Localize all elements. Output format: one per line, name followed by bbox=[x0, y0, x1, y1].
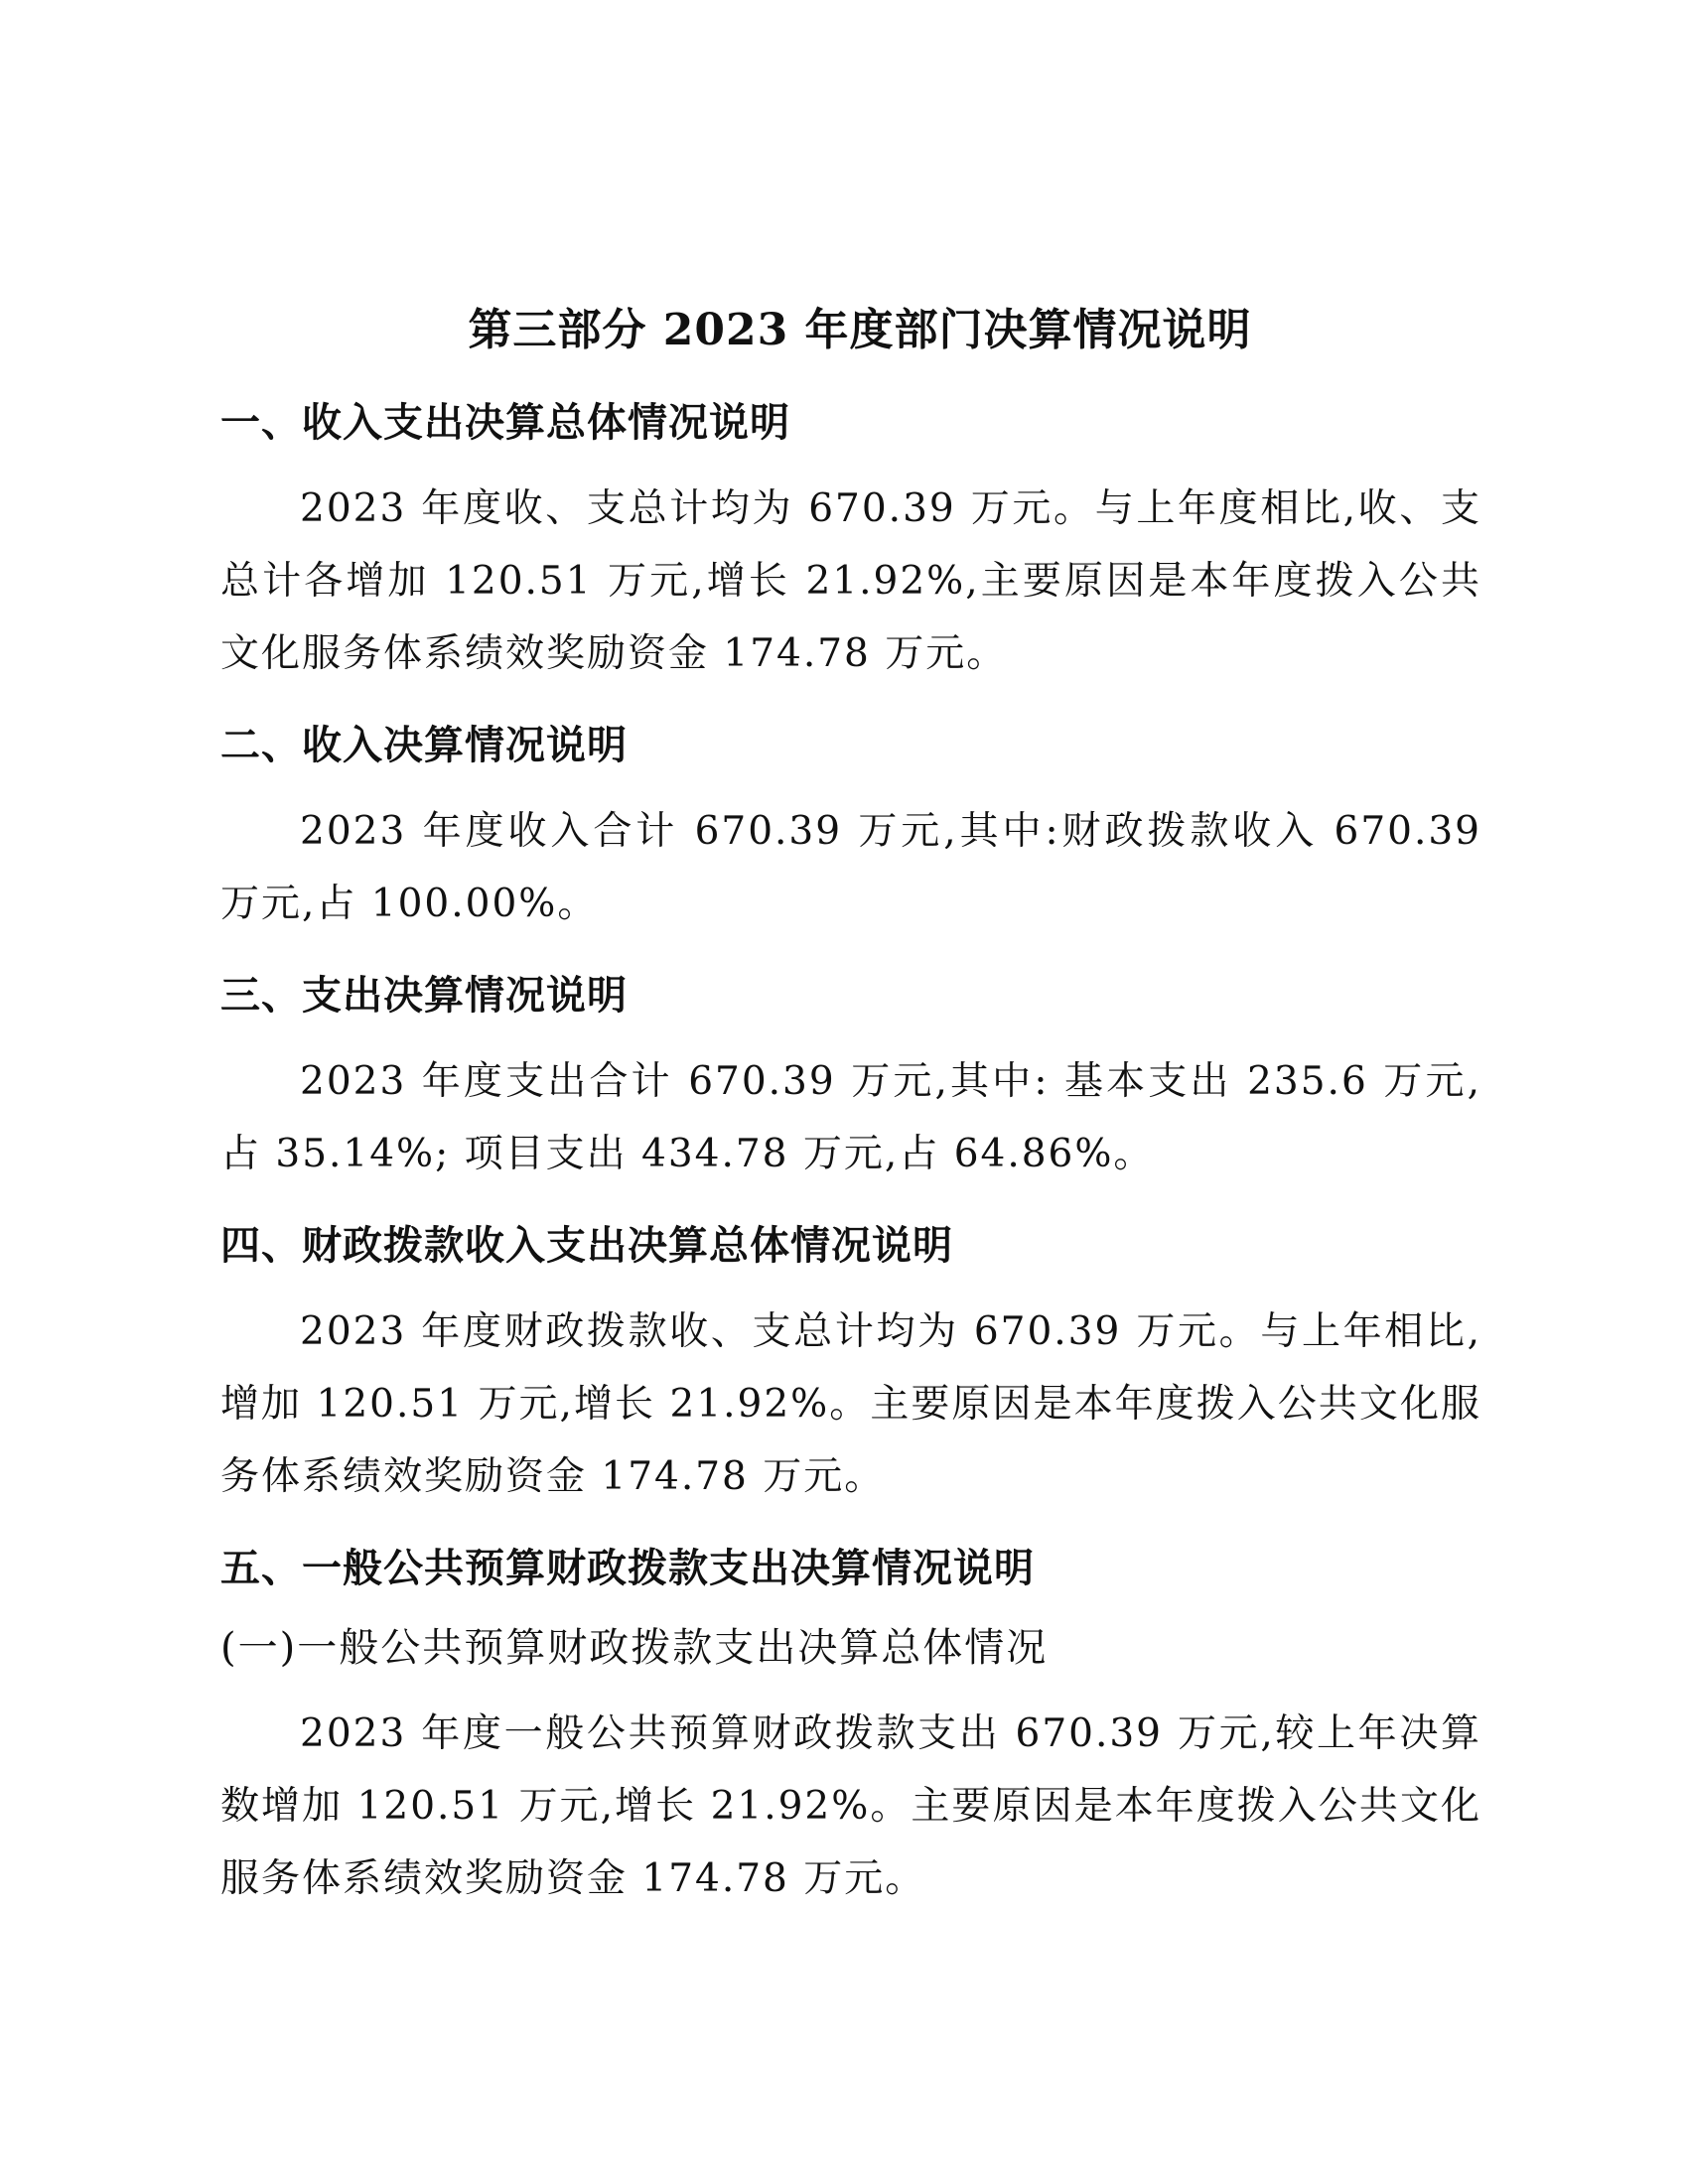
document-title: 第三部分 2023 年度部门决算情况说明 bbox=[468, 305, 1252, 355]
section-paragraph: 2023 年度财政拨款收、支总计均为 670.39 万元。与上年相比,增加 120.51 万元,增长 21.92%。主要原因是本年度拨入公共文化服务体系绩效奖励资金 174.78 万元。 bbox=[220, 1309, 1481, 1499]
document-page bbox=[220, 298, 1481, 1941]
section-paragraph: 2023 年度一般公共预算财政拨款支出 670.39 万元,较上年决算数增加 120.51 万元,增长 21.92%。主要原因是本年度拨入公共文化服务体系绩效奖励资金 174.78 万元。 bbox=[220, 1711, 1481, 1901]
section-2 bbox=[220, 716, 1481, 940]
section-5 bbox=[220, 1539, 1481, 1915]
section-heading: 一、收入支出决算总体情况说明 bbox=[220, 400, 790, 446]
section-1 bbox=[220, 393, 1481, 690]
section-paragraph: 2023 年度支出合计 670.39 万元,其中: 基本支出 235.6 万元,占 35.14%; 项目支出 434.78 万元,占 64.86%。 bbox=[220, 1059, 1481, 1176]
section-paragraph: 2023 年度收、支总计均为 670.39 万元。与上年度相比,收、支总计各增加 120.51 万元,增长 21.92%,主要原因是本年度拨入公共文化服务体系绩效奖励资金 174.78 万元。 bbox=[220, 486, 1481, 676]
section-heading: 二、收入决算情况说明 bbox=[220, 723, 628, 768]
section-4 bbox=[220, 1216, 1481, 1513]
section-3 bbox=[220, 966, 1481, 1190]
section-subheading: (一)一般公共预算财政拨款支出决算总体情况 bbox=[220, 1625, 1049, 1671]
section-paragraph: 2023 年度收入合计 670.39 万元,其中:财政拨款收入 670.39 万元,占 100.00%。 bbox=[220, 809, 1481, 926]
section-heading: 五、一般公共预算财政拨款支出决算情况说明 bbox=[220, 1546, 1035, 1591]
section-heading: 四、财政拨款收入支出决算总体情况说明 bbox=[220, 1223, 953, 1269]
section-heading: 三、支出决算情况说明 bbox=[220, 973, 628, 1019]
